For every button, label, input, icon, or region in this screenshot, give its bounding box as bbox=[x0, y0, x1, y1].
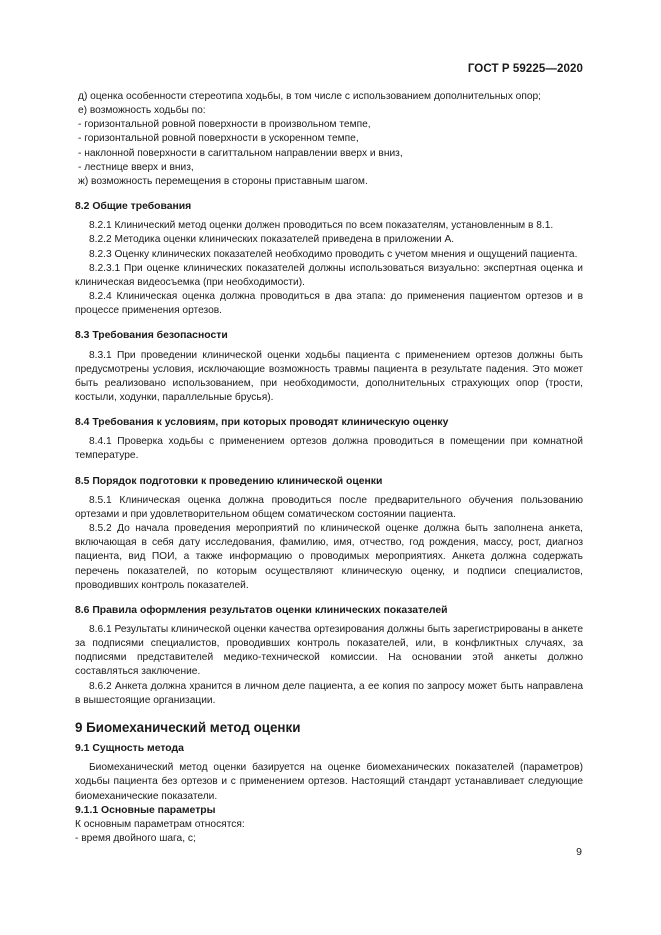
section-heading-8-3: 8.3 Требования безопасности bbox=[75, 330, 228, 342]
paragraph: 8.2.1 Клинический метод оценки должен проводиться по всем показателям, установленным в 8.1. bbox=[89, 220, 554, 232]
document-body bbox=[75, 90, 583, 846]
list-item: - горизонтальной ровной поверхности в ускоренном темпе, bbox=[78, 133, 359, 145]
section-heading-8-2: 8.2 Общие требования bbox=[75, 201, 192, 213]
paragraph: 8.6.1 Результаты клинической оценки качества ортезирования должны быть зарегистрированы в анкете за подписями специалистов, проводивших контроль показателей, или, в конфликтных случаях, за подписями представителей медико-технической комиссии. На основании этой анкеты должно составляться заключение. bbox=[75, 624, 583, 678]
section-heading-8-4: 8.4 Требования к условиям, при которых проводят клиническую оценку bbox=[75, 417, 449, 429]
list-item: е) возможность ходьбы по: bbox=[78, 105, 206, 117]
paragraph: 8.2.4 Клиническая оценка должна проводиться в два этапа: до применения пациентом ортезов и в процессе применения ортезов. bbox=[75, 291, 583, 317]
paragraph: 8.5.1 Клиническая оценка должна проводиться после предварительного обучения пользованию ортезами и при удовлетворительном общем соматическом состоянии пациента. bbox=[75, 494, 583, 520]
document-id: ГОСТ Р 59225—2020 bbox=[467, 63, 583, 75]
section-heading-8-5: 8.5 Порядок подготовки к проведению клинической оценки bbox=[75, 475, 383, 487]
section-heading-9-1: 9.1 Сущность метода bbox=[75, 743, 184, 755]
list-item: д) оценка особенности стереотипа ходьбы, в том числе с использованием дополнительных опор; bbox=[78, 91, 542, 102]
list-item: - время двойного шага, с; bbox=[75, 833, 196, 845]
list-item: - лестнице вверх и вниз, bbox=[78, 161, 194, 173]
paragraph: Биомеханический метод оценки базируется на оценке биомеханических показателей (параметров) ходьбы пациента без ортезов и с применением ортезов. Настоящий стандарт устанавливает следующие биомеханические показатели. bbox=[75, 762, 583, 802]
paragraph: 8.2.3.1 При оценке клинических показателей должны использоваться визуально: экспертная оценка и клиническая видеосъемка (при необходимости). bbox=[75, 262, 583, 288]
list-item: - горизонтальной ровной поверхности в произвольном темпе, bbox=[78, 119, 371, 131]
paragraph: К основным параметрам относятся: bbox=[75, 818, 245, 830]
list-item: - наклонной поверхности в сагиттальном направлении вверх и вниз, bbox=[78, 147, 403, 159]
section-heading-8-6: 8.6 Правила оформления результатов оценки клинических показателей bbox=[75, 604, 448, 616]
paragraph: 8.6.2 Анкета должна хранится в личном деле пациента, а ее копия по запросу может быть направлена в вышестоящие организации. bbox=[75, 680, 583, 706]
paragraph: 8.3.1 При проведении клинической оценки ходьбы пациента с применением ортезов должны быть предусмотрены условия, исключающие возможность травмы пациента в результате падения. Это может быть реализовано использованием, при необходимости, дополнительных страхующих опор (трости, костыли, ходунки, параллельные брусья). bbox=[75, 349, 583, 403]
list-item: ж) возможность перемещения в стороны приставным шагом. bbox=[78, 175, 368, 187]
paragraph: 8.4.1 Проверка ходьбы с применением ортезов должна проводиться в помещении при комнатной температуре. bbox=[75, 436, 583, 462]
section-heading-9-1-1: 9.1.1 Основные параметры bbox=[75, 804, 216, 816]
paragraph: 8.5.2 До начала проведения мероприятий по клинической оценке должна быть заполнена анкета, включающая в себя дату исследования, фамилию, имя, отчество, год рождения, массу, рост, диагноз пациента, вид ПОИ, а также информацию о проводимых мероприятиях. Анкета должна содержать перечень показателей, по которым осуществляют клиническую оценку, и подписи специалистов, проводивших контроль показателей. bbox=[75, 523, 583, 591]
paragraph: 8.2.3 Оценку клинических показателей необходимо проводить с учетом мнения и ощущений пациента. bbox=[89, 248, 578, 260]
chapter-heading-9: 9 Биомеханический метод оценки bbox=[75, 719, 301, 735]
paragraph: 8.2.2 Методика оценки клинических показателей приведена в приложении А. bbox=[89, 234, 455, 246]
page-number: 9 bbox=[576, 846, 582, 858]
